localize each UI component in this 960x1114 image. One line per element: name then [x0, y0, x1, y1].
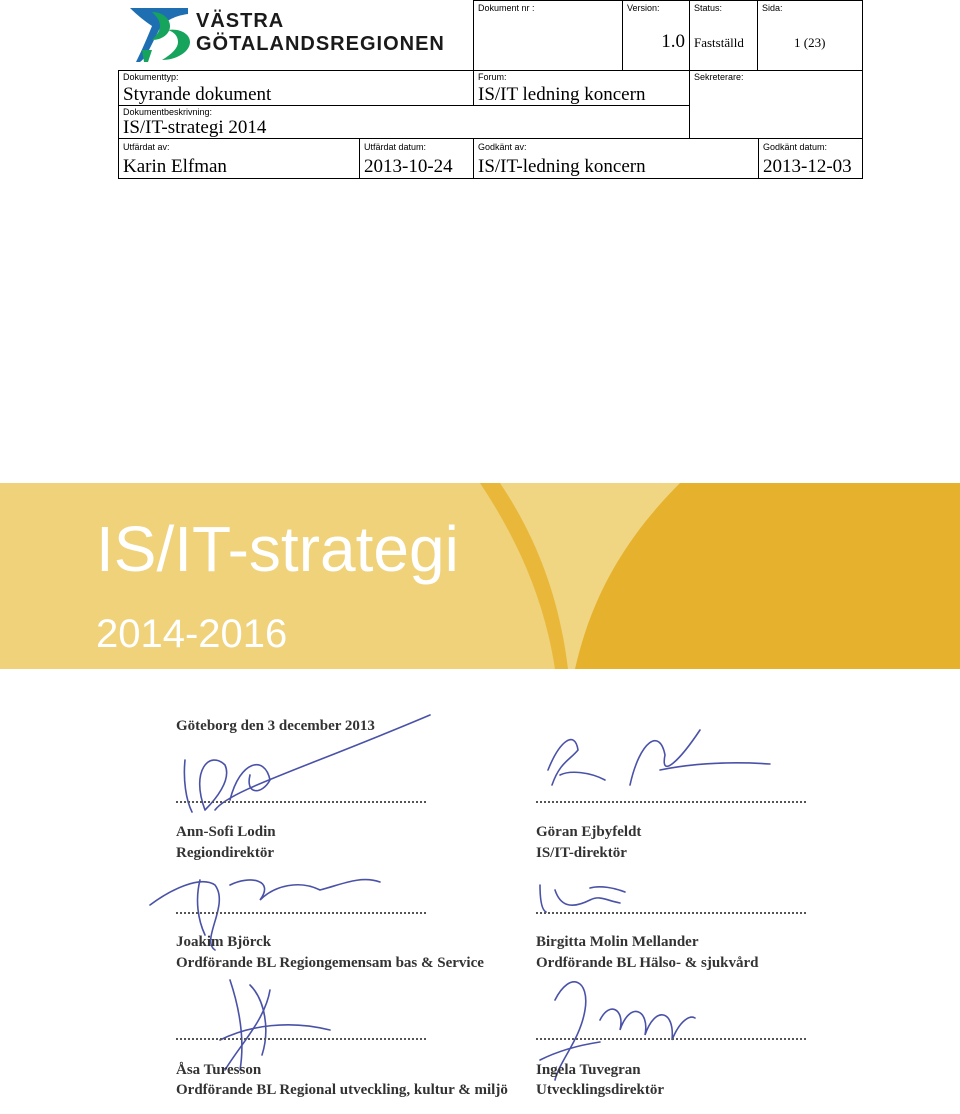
signatory-name: Ann-Sofi Lodin [176, 824, 276, 840]
document-no-label: Dokument nr : [478, 3, 535, 13]
approved-by-value: IS/IT-ledning koncern [478, 156, 646, 177]
issued-by-value: Karin Elfman [123, 156, 227, 177]
page-cell [757, 0, 863, 71]
signatory-name: Göran Ejbyfeldt [536, 824, 642, 840]
version-cell [622, 0, 690, 71]
version-label: Version: [627, 3, 660, 13]
signatory-title: Regiondirektör [176, 845, 275, 861]
document-title: IS/IT-strategi [96, 513, 459, 585]
status-cell [689, 0, 758, 71]
signatory-title: Ordförande BL Regional utveckling, kultur & miljö [176, 1082, 508, 1098]
approved-by-cell [473, 138, 759, 179]
secretary-label: Sekreterare: [694, 72, 744, 82]
approved-date-cell [758, 138, 863, 179]
version-value: 1.0 [661, 31, 685, 52]
signatory-title: IS/IT-direktör [536, 845, 627, 861]
signature-line-4 [536, 912, 806, 914]
signatory-title: Ordförande BL Hälso- & sjukvård [536, 955, 759, 971]
approved-date-value: 2013-12-03 [763, 156, 852, 177]
page-value: 1 (23) [794, 35, 826, 50]
approved-date-label: Godkänt datum: [763, 142, 828, 152]
signatory-name: Birgitta Molin Mellander [536, 934, 699, 950]
doctype-value: Styrande dokument [123, 84, 272, 105]
issued-date-value: 2013-10-24 [364, 156, 453, 177]
document-no-cell [473, 0, 623, 71]
place-date: Göteborg den 3 december 2013 [176, 718, 375, 734]
secretary-cell [689, 70, 863, 139]
issued-by-label: Utfärdat av: [123, 142, 170, 152]
signatory-name: Åsa Turesson [176, 1062, 262, 1078]
document-header-table [118, 0, 863, 179]
document-period: 2014-2016 [96, 612, 288, 656]
signature-line-2 [536, 801, 806, 803]
signature-line-1 [176, 801, 426, 803]
forum-cell [473, 70, 690, 106]
issued-date-cell [359, 138, 474, 179]
issued-date-label: Utfärdat datum: [364, 142, 427, 152]
issued-by-cell [118, 138, 360, 179]
signatory-title: Ordförande BL Regiongemensam bas & Service [176, 955, 484, 971]
signatory-name: Joakim Björck [176, 934, 272, 950]
approved-by-label: Godkänt av: [478, 142, 527, 152]
page-label: Sida: [762, 3, 783, 13]
status-label: Status: [694, 3, 723, 13]
signature-line-5 [176, 1038, 426, 1040]
description-cell [118, 105, 690, 139]
description-label: Dokumentbeskrivning: [123, 107, 213, 117]
forum-label: Forum: [478, 72, 507, 82]
signature-section [0, 700, 960, 1114]
forum-value: IS/IT ledning koncern [478, 84, 646, 105]
status-value: Fastställd [694, 35, 744, 50]
org-name-line1: VÄSTRA [196, 10, 285, 32]
org-name-line2: GÖTALANDSREGIONEN [196, 33, 445, 55]
signatory-name: Ingela Tuvegran [536, 1062, 641, 1078]
signature-line-3 [176, 912, 426, 914]
signature-line-6 [536, 1038, 806, 1040]
signatory-title: Utvecklingsdirektör [536, 1082, 665, 1098]
doctype-cell [118, 70, 474, 106]
description-value: IS/IT-strategi 2014 [123, 117, 267, 138]
doctype-label: Dokumenttyp: [123, 72, 179, 82]
signature-scribbles [0, 700, 960, 1114]
